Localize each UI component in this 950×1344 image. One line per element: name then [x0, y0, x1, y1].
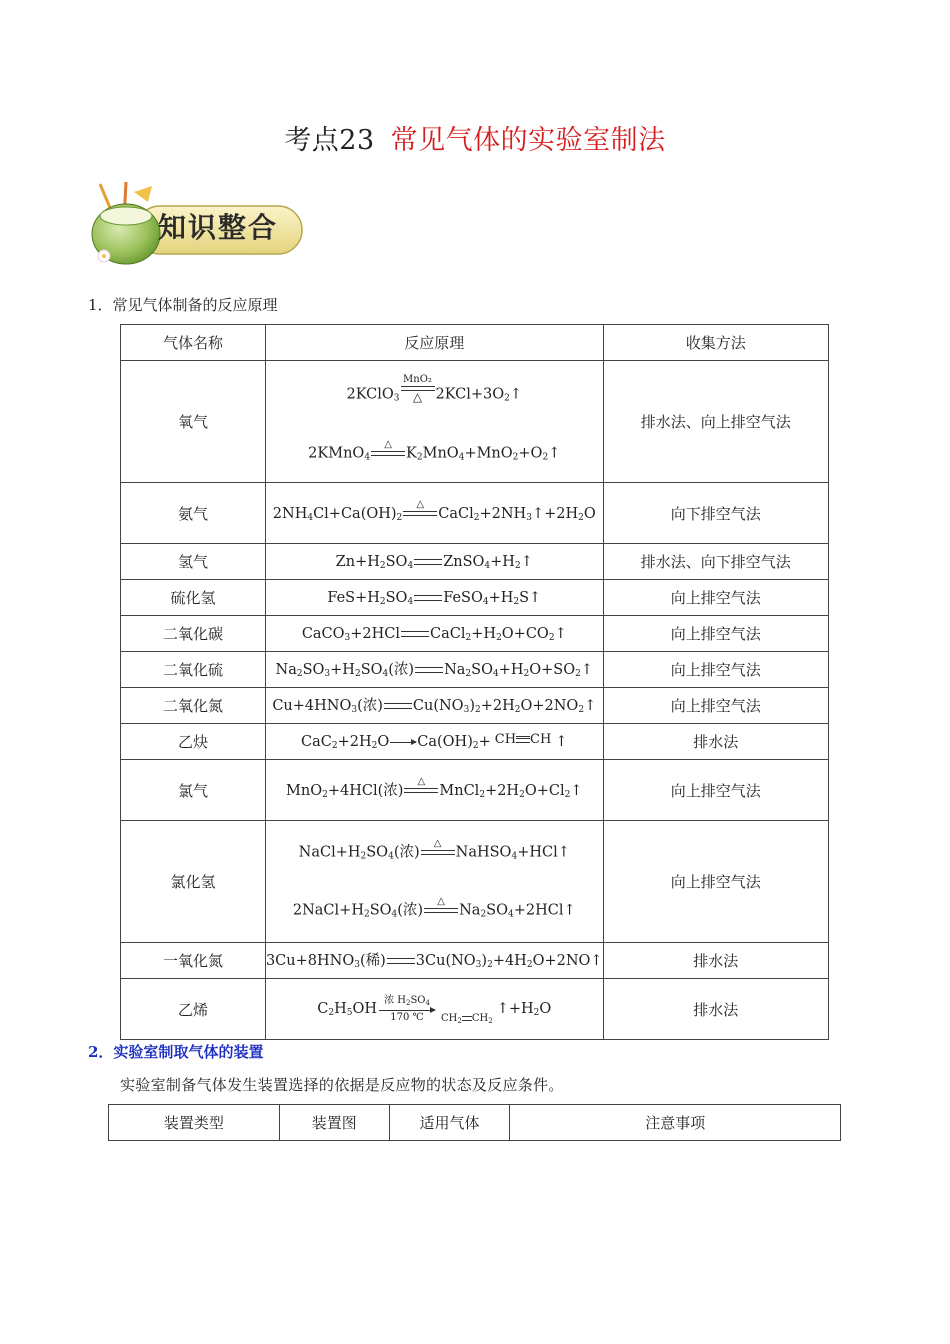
gas-name: 氯化氢	[121, 821, 266, 943]
collect-method: 排水法	[603, 943, 828, 979]
gas-name: 二氧化碳	[121, 616, 266, 652]
equation: CaCO$_3$+2HCl $CaCl_2+H_2O+CO_2↑$	[301, 626, 567, 643]
gas-name: 乙烯	[121, 979, 266, 1040]
table-row	[121, 688, 829, 724]
section-2-heading: 2．实验室制取气体的装置	[88, 1043, 264, 1061]
table-header-row	[121, 325, 829, 361]
equation: MnO$_2$+4HCl(浓) △ $MnCl_2+2H_2O+Cl_2↑$	[286, 776, 583, 800]
collect-method: 排水法、向下排空气法	[603, 544, 828, 580]
gas-name: 二氧化氮	[121, 688, 266, 724]
reaction-cell	[265, 724, 603, 760]
table-row	[121, 943, 829, 979]
table-row	[121, 361, 829, 483]
equation: 2KMnO$_4$ △ $K_2MnO_4+MnO_2+O_2↑$	[308, 439, 561, 463]
collect-method: 向下排空气法	[603, 483, 828, 544]
gas-name: 氢气	[121, 544, 266, 580]
equation: $Zn+H_2SO_4$ $ZnSO_4+H_2↑$	[335, 554, 533, 571]
reaction-cell	[265, 483, 603, 544]
reaction-cell	[265, 943, 603, 979]
equation: $Na_2SO_3+H_2SO_4$(浓) $Na_2SO_4+H_2O+SO_2↑$	[275, 662, 593, 679]
equation: $2NH_4Cl+Ca(OH)_2$ △ $CaCl_2+2NH_3↑+2H_2O$	[272, 499, 596, 523]
equation: $3Cu+8HNO_3$(稀) $3Cu(NO_3)_2+4H_2O+2NO↑$	[265, 953, 603, 970]
equation: $2NaCl+H_2SO_4$(浓) △ $Na_2SO_4+2HCl↑$	[292, 895, 576, 919]
knowledge-badge	[86, 180, 306, 270]
collect-method: 向上排空气法	[603, 760, 828, 821]
collect-method: 排水法	[603, 724, 828, 760]
reaction-cell	[265, 652, 603, 688]
table-row	[121, 760, 829, 821]
table-row	[121, 544, 829, 580]
reaction-cell	[265, 688, 603, 724]
equation: 2KClO$_3$ MnO₂ △ $2KCl+3O_2↑$	[346, 374, 523, 405]
reaction-cell	[265, 979, 603, 1040]
page-title	[0, 118, 950, 157]
table-row	[121, 483, 829, 544]
reaction-cell	[265, 361, 603, 483]
table-row	[121, 616, 829, 652]
header-collect: 收集方法	[603, 325, 828, 361]
gas-name: 一氧化氮	[121, 943, 266, 979]
table-header-row	[109, 1105, 841, 1141]
reaction-cell	[265, 760, 603, 821]
gas-name: 氧气	[121, 361, 266, 483]
equation: $NaCl+H_2SO_4$(浓) △ NaHSO$_4$+HCl↑	[298, 838, 570, 862]
gas-name: 氯气	[121, 760, 266, 821]
reaction-cell	[265, 616, 603, 652]
collect-method: 向上排空气法	[603, 688, 828, 724]
collect-method: 向上排空气法	[603, 652, 828, 688]
table-row	[121, 979, 829, 1040]
collect-method: 排水法	[603, 979, 828, 1040]
table-row	[121, 580, 829, 616]
table-row	[121, 652, 829, 688]
gas-name: 二氧化硫	[121, 652, 266, 688]
collect-method: 向上排空气法	[603, 580, 828, 616]
apparatus-table	[108, 1104, 841, 1141]
gas-name: 乙炔	[121, 724, 266, 760]
reaction-table	[120, 324, 829, 1040]
equation: $Cu+4HNO_3$(浓) $Cu(NO_3)_2+2H_2O+2NO_2↑$	[272, 698, 597, 715]
equation: $FeS+H_2SO_4$ $FeSO_4+H_2S↑$	[327, 590, 542, 607]
collect-method: 向上排空气法	[603, 616, 828, 652]
reaction-cell	[265, 821, 603, 943]
badge-text: 知识整合	[158, 211, 279, 244]
table-row	[121, 724, 829, 760]
header-gas: 气体名称	[121, 325, 266, 361]
section-1-heading: 1．常见气体制备的反应原理	[88, 296, 278, 314]
title-number: 考点23	[284, 125, 375, 156]
header-notes: 注意事项	[510, 1105, 841, 1141]
reaction-cell	[265, 544, 603, 580]
header-reaction: 反应原理	[265, 325, 603, 361]
table-row	[121, 821, 829, 943]
reaction-cell	[265, 580, 603, 616]
collect-method: 排水法、向上排空气法	[603, 361, 828, 483]
gas-name: 硫化氢	[121, 580, 266, 616]
header-diagram: 装置图	[279, 1105, 389, 1141]
collect-method: 向上排空气法	[603, 821, 828, 943]
header-device-type: 装置类型	[109, 1105, 280, 1141]
intro-text: 实验室制备气体发生装置选择的依据是反应物的状态及反应条件。	[120, 1076, 564, 1094]
header-suitable-gas: 适用气体	[389, 1105, 510, 1141]
gas-name: 氨气	[121, 483, 266, 544]
title-text: 常见气体的实验室制法	[390, 125, 666, 156]
equation: $C_2H_5OH$ 浓 $H_2SO_4$ 170 ℃ $_{CH_2 CH_2}↑+H_2O$	[317, 995, 552, 1025]
equation: $CaC_2+2H_2O$ $Ca(OH)_2+$ CH CH ↑	[301, 732, 568, 751]
